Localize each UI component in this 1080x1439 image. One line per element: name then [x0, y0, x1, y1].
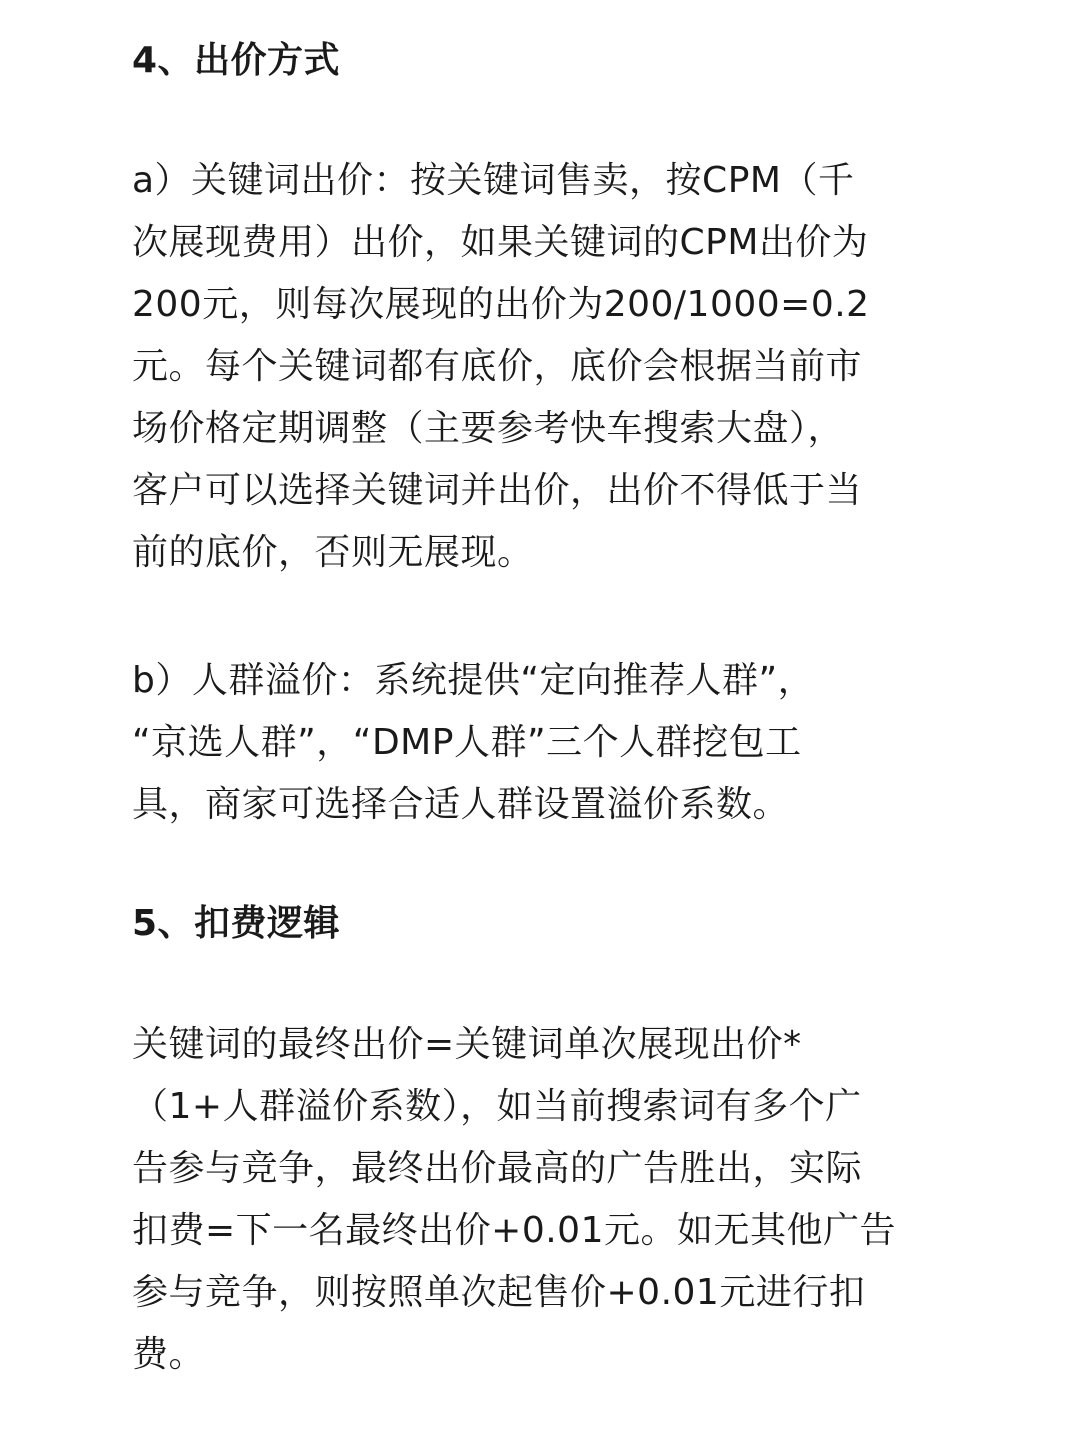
section-5-heading: 5、扣费逻辑: [132, 903, 341, 944]
paragraph-line: 客户可以选择关键词并出价，出价不得低于当: [132, 470, 863, 511]
billing-logic-paragraph: [132, 1014, 952, 1386]
paragraph-line: 具，商家可选择合适人群设置溢价系数。: [132, 784, 790, 825]
audience-premium-paragraph: [132, 650, 952, 836]
paragraph-line: 前的底价，否则无展现。: [132, 532, 534, 573]
section-4-heading: 4、出价方式: [132, 40, 341, 81]
paragraph-line: 费。: [132, 1334, 206, 1375]
paragraph-line: 200元，则每次展现的出价为200/1000=0.2: [132, 284, 870, 325]
paragraph-line: a）关键词出价：按关键词售卖，按CPM（千: [132, 160, 855, 201]
paragraph-line: 参与竞争，则按照单次起售价+0.01元进行扣: [132, 1272, 866, 1313]
paragraph-line: 扣费=下一名最终出价+0.01元。如无其他广告: [132, 1210, 896, 1251]
paragraph-line: b）人群溢价：系统提供“定向推荐人群”，: [132, 660, 815, 701]
paragraph-line: （1+人群溢价系数），如当前搜索词有多个广: [132, 1086, 862, 1127]
paragraph-line: “京选人群”，“DMP人群”三个人群挖包工: [132, 722, 802, 763]
paragraph-line: 关键词的最终出价=关键词单次展现出价*: [132, 1024, 802, 1065]
paragraph-line: 告参与竞争，最终出价最高的广告胜出，实际: [132, 1148, 863, 1189]
paragraph-line: 次展现费用）出价，如果关键词的CPM出价为: [132, 222, 869, 263]
paragraph-line: 元。每个关键词都有底价，底价会根据当前市: [132, 346, 863, 387]
keyword-bid-paragraph: [132, 150, 952, 584]
paragraph-line: 场价格定期调整（主要参考快车搜索大盘），: [132, 408, 845, 449]
